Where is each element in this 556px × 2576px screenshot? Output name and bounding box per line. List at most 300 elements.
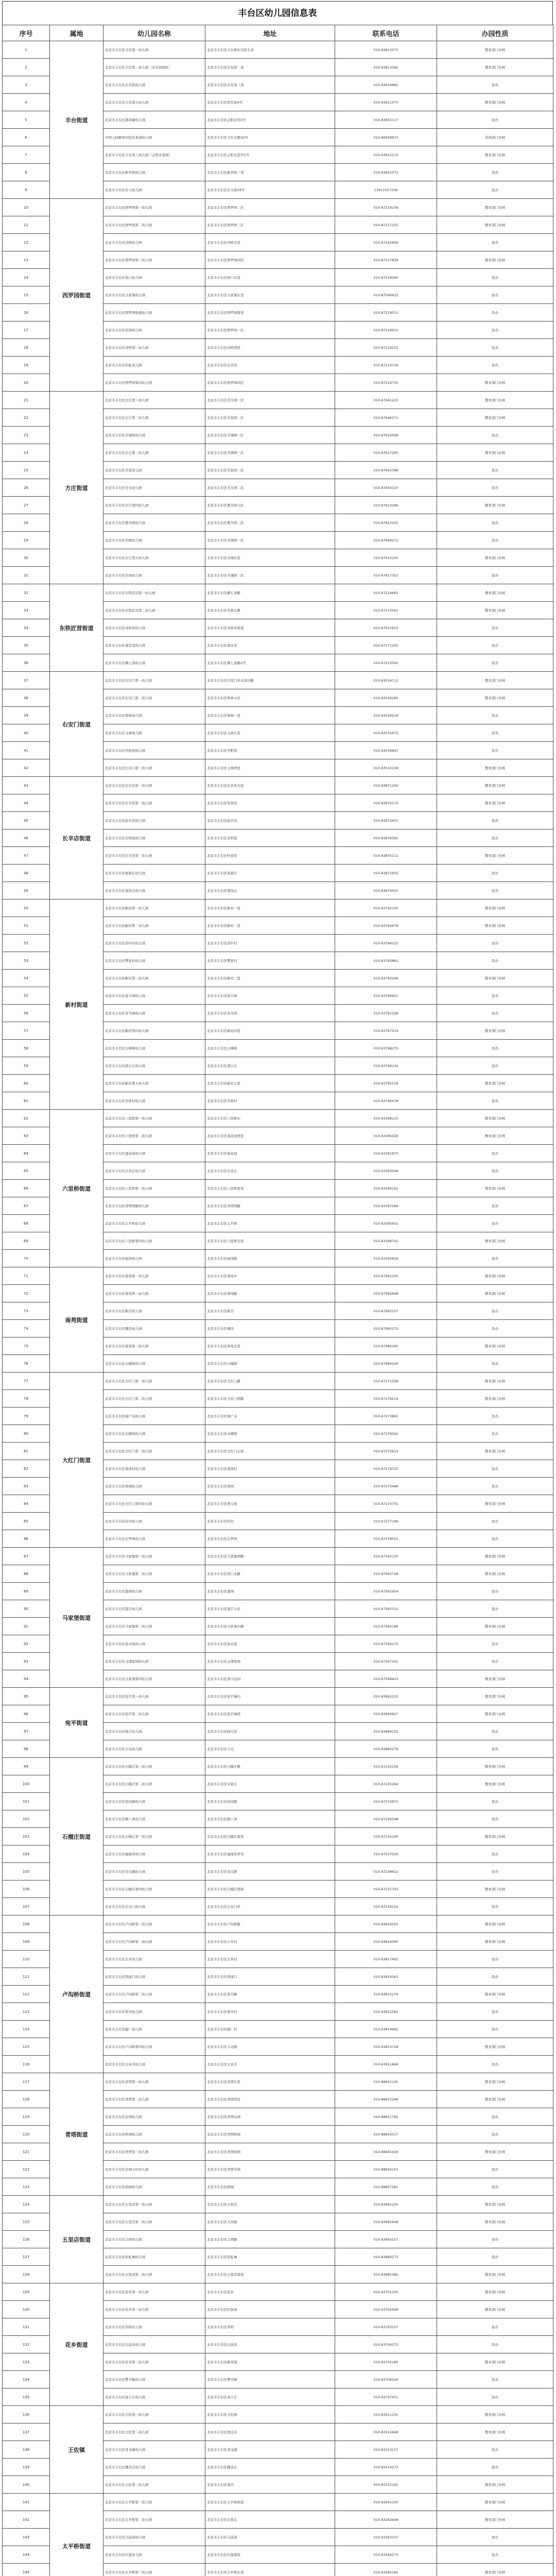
row-phone: 010-83892315	[335, 1688, 437, 1705]
row-address: 北京市丰台区丰台镇东安街头条	[205, 41, 335, 59]
row-kindergarten-name: 北京市丰台区造甲村幼儿园	[103, 935, 205, 952]
row-address: 北京市丰台区新发地	[205, 2353, 335, 2371]
row-phone: 010-67652398	[335, 462, 437, 479]
row-type: 教育部门办园	[437, 1933, 553, 1951]
row-index: 103	[3, 1828, 50, 1845]
row-index: 111	[3, 1968, 50, 1986]
row-phone: 010-88655426	[335, 2143, 437, 2161]
row-kindergarten-name: 北京市丰台区樊羊路幼儿园	[103, 2371, 205, 2388]
row-address: 北京市丰台区王佐镇	[205, 2406, 335, 2424]
row-type: 教育部门办园	[437, 1828, 553, 1845]
table-row	[3, 2196, 553, 2213]
row-address: 北京市丰台区卢沟桥路	[205, 1916, 335, 1933]
row-phone: 010-63398742	[335, 1232, 437, 1250]
row-kindergarten-name: 北京市丰台区右安门第一幼儿园	[103, 672, 205, 689]
row-type: 民办	[437, 1513, 553, 1530]
row-kindergarten-name: 北京市丰台区草桥幼儿园	[103, 2318, 205, 2336]
row-kindergarten-name: 北京市丰台区六里桥第四幼儿园	[103, 1232, 205, 1250]
row-kindergarten-name: 北京市丰台区育芳园幼儿园	[103, 1005, 205, 1022]
row-address: 北京市丰台区新村三里	[205, 970, 335, 987]
row-address: 北京市丰台区西庄店	[205, 2424, 335, 2441]
row-phone: 010-67566275	[335, 1635, 437, 1653]
row-phone: 010-63391875	[335, 1145, 437, 1162]
row-kindergarten-name: 北京市丰台区青龙湖幼儿园	[103, 2441, 205, 2459]
row-index: 37	[3, 672, 50, 689]
row-kindergarten-name: 北京市丰台区王佐第二幼儿园	[103, 2424, 205, 2441]
row-address: 北京市丰台区造甲村	[205, 935, 335, 952]
row-address: 北京市丰台区芳城东里	[205, 549, 335, 567]
row-kindergarten-name: 北京市丰台区春园幼儿园	[103, 2108, 205, 2126]
row-address: 北京市丰台区横七条路2号	[205, 654, 335, 672]
row-type: 民办	[437, 1583, 553, 1600]
row-address: 北京市丰台区长辛店大街	[205, 777, 335, 794]
row-address: 北京市丰台区马家堡西路	[205, 1548, 335, 1565]
row-address: 北京市丰台区莲花池	[205, 1145, 335, 1162]
row-index: 123	[3, 2178, 50, 2196]
row-phone: 010-87219236	[335, 199, 437, 216]
row-address: 北京市丰台区蒲安里	[205, 637, 335, 654]
row-phone: 010-63792678	[335, 917, 437, 935]
table-row	[3, 41, 553, 59]
row-phone: 010-67276214	[335, 1390, 437, 1408]
row-kindergarten-name: 北京市丰台区吴家村幼儿园	[103, 1092, 205, 1110]
row-address: 北京市丰台区魏各庄	[205, 2459, 335, 2476]
row-type: 民办	[437, 304, 553, 321]
row-phone: 010-83875112	[335, 847, 437, 865]
row-address: 北京市丰台区岳各庄	[205, 1162, 335, 1180]
row-type: 教育部门办园	[437, 847, 553, 865]
row-type: 民办	[437, 1215, 553, 1232]
row-index: 47	[3, 847, 50, 865]
row-address: 北京市丰台区东营房	[205, 357, 335, 374]
row-index: 61	[3, 1092, 50, 1110]
row-type: 教育部门办园	[437, 409, 553, 427]
row-type: 教育部门办园	[437, 1705, 553, 1723]
row-address: 北京市丰台区宋家庄路	[205, 602, 335, 619]
row-kindergarten-name: 北京市丰台区西罗园第四幼儿园	[103, 374, 205, 392]
row-type: 教育部门办园	[437, 1565, 553, 1583]
row-phone: 010-63795219	[335, 1075, 437, 1092]
row-kindergarten-name: 北京市丰台区玉林幼儿园	[103, 724, 205, 742]
row-kindergarten-name: 北京市丰台区成仪路幼儿园	[103, 1793, 205, 1810]
row-phone: 010-63703157	[335, 2318, 437, 2336]
row-index: 18	[3, 339, 50, 357]
row-phone: 010-66839873	[335, 129, 437, 146]
row-type: 民办	[437, 1968, 553, 1986]
row-phone: 010-63706329	[335, 2371, 437, 2388]
row-kindergarten-name: 北京市丰台区六里桥第一幼儿园	[103, 1110, 205, 1127]
row-type: 教育部门办园	[437, 549, 553, 567]
row-kindergarten-name: 北京市丰台区靛厂幼儿园	[103, 2021, 205, 2038]
row-address: 北京市丰台区青塔芳园	[205, 2161, 335, 2178]
row-type: 教育部门办园	[437, 374, 553, 392]
row-index: 89	[3, 1583, 50, 1600]
row-kindergarten-name: 北京市丰台区万泉寺幼儿园	[103, 2056, 205, 2073]
row-kindergarten-name: 北京市丰台区马连道幼儿园	[103, 2529, 205, 2546]
row-type: 教育部门办园	[437, 1075, 553, 1092]
row-type: 教育部门办园	[437, 1986, 553, 2003]
row-phone: 010-88656153	[335, 2161, 437, 2178]
row-index: 13	[3, 251, 50, 269]
row-address: 北京市丰台区开阳里	[205, 742, 335, 759]
row-type: 教育部门办园	[437, 1337, 553, 1355]
row-address: 北京市丰台区青塔西里	[205, 2091, 335, 2108]
row-address: 北京市丰台区芳古园一区	[205, 392, 335, 409]
row-phone: 010-63396328	[335, 1127, 437, 1145]
row-address: 北京市丰台区纪家庙	[205, 2301, 335, 2318]
row-index: 51	[3, 917, 50, 935]
row-index: 73	[3, 1302, 50, 1320]
row-phone: 010-63536285	[335, 689, 437, 707]
row-type: 教育部门办园	[437, 602, 553, 619]
row-phone: 010-67612235	[335, 549, 437, 567]
row-address: 北京市丰台区青塔秋园	[205, 2126, 335, 2143]
row-index: 126	[3, 2231, 50, 2248]
row-type: 民办	[437, 2318, 553, 2336]
row-address: 北京市丰台区翠林小区	[205, 689, 335, 707]
row-kindergarten-name: 北京市丰台区右安门第二幼儿园	[103, 689, 205, 707]
row-kindergarten-name: 北京市丰台区木樨园幼儿园	[103, 1425, 205, 1443]
row-address: 北京市丰台区青塔蔚园	[205, 2143, 335, 2161]
row-address: 北京市丰台区芳星园三区	[205, 462, 335, 479]
row-type: 教育部门办园	[437, 1548, 553, 1565]
row-address: 北京市丰台区樊羊路	[205, 2371, 335, 2388]
row-index: 72	[3, 1285, 50, 1302]
row-kindergarten-name: 北京市丰台区石榴庄第二幼儿园	[103, 1775, 205, 1793]
row-kindergarten-name: 北京市丰台区青塔第二幼儿园	[103, 2091, 205, 2108]
row-phone: 010-67993157	[335, 1302, 437, 1320]
row-kindergarten-name: 北京市丰台区光明里幼儿园	[103, 829, 205, 847]
row-index: 77	[3, 1372, 50, 1390]
row-address: 北京市丰台区芳群园三区	[205, 444, 335, 462]
row-type: 教育部门办园	[437, 216, 553, 234]
row-type: 教育部门办园	[437, 41, 553, 59]
row-type: 民办	[437, 1250, 553, 1267]
row-type: 民办	[437, 321, 553, 339]
row-index: 8	[3, 164, 50, 181]
row-phone: 010-63707451	[335, 2388, 437, 2406]
row-address: 北京市丰台区蔚园	[205, 2178, 335, 2196]
row-index: 104	[3, 1845, 50, 1863]
row-type: 教育部门办园	[437, 444, 553, 462]
row-index: 91	[3, 1618, 50, 1635]
row-index: 54	[3, 970, 50, 987]
row-phone: 010-63813392	[335, 59, 437, 76]
row-kindergarten-name: 北京市丰台区莲花池幼儿园	[103, 1145, 205, 1162]
row-index: 140	[3, 2476, 50, 2494]
row-index: 55	[3, 987, 50, 1005]
row-kindergarten-name: 北京市丰台区横七条幼儿园	[103, 654, 205, 672]
row-address: 北京市丰台区大红门西路	[205, 1390, 335, 1408]
row-phone: 010-67613105	[335, 514, 437, 532]
row-index: 93	[3, 1653, 50, 1670]
row-index: 62	[3, 1110, 50, 1127]
row-phone: 010-67615623	[335, 619, 437, 637]
row-kindergarten-name: 北京市丰台区西罗园第二幼儿园	[103, 216, 205, 234]
row-index: 129	[3, 2283, 50, 2301]
row-address: 北京市丰台区晓月苑	[205, 1723, 335, 1740]
row-phone: 010-63397268	[335, 1197, 437, 1215]
row-address: 北京市丰台区东安街三条	[205, 76, 335, 94]
row-type: 民办	[437, 2371, 553, 2388]
row-address: 北京市丰台区朱家坟	[205, 794, 335, 812]
row-address: 北京市丰台区槐房	[205, 1320, 335, 1337]
row-phone: 010-63814691	[335, 2021, 437, 2038]
row-phone: 010-83681235	[335, 2196, 437, 2213]
row-type: 民办	[437, 952, 553, 970]
row-type: 民办	[437, 1951, 553, 1968]
row-phone: 010-67995273	[335, 1320, 437, 1337]
row-index: 52	[3, 935, 50, 952]
row-address: 北京市丰台区丰北路	[205, 2038, 335, 2056]
row-type: 教育部门办园	[437, 2196, 553, 2213]
row-index: 33	[3, 602, 50, 619]
row-type: 教育部门办园	[437, 2038, 553, 2056]
row-type: 教育部门办园	[437, 1285, 553, 1302]
row-address: 北京市丰台区马连道	[205, 2529, 335, 2546]
row-index: 31	[3, 567, 50, 584]
row-type: 民办	[437, 1197, 553, 1215]
row-kindergarten-name: 北京市丰台区东铁匠营第二幼儿园	[103, 602, 205, 619]
row-type: 民办	[437, 1320, 553, 1337]
row-type: 民办	[437, 1302, 553, 1320]
row-kindergarten-name: 北京市丰台区南苑第二幼儿园	[103, 1285, 205, 1302]
row-address: 北京市丰台区青塔东里	[205, 2073, 335, 2091]
row-phone: 010-67278342	[335, 1425, 437, 1443]
row-type: 教育部门办园	[437, 94, 553, 111]
row-type: 教育部门办园	[437, 2353, 553, 2371]
row-kindergarten-name: 北京市丰台区新村第五幼儿园	[103, 1075, 205, 1092]
row-kindergarten-name: 北京市丰台区紫芳园幼儿园	[103, 514, 205, 532]
row-type: 教育部门办园	[437, 1232, 553, 1250]
row-type: 民办	[437, 1057, 553, 1075]
row-phone: 010-67649271	[335, 532, 437, 549]
row-type: 民办	[437, 882, 553, 900]
row-type: 教育部门办园	[437, 1180, 553, 1197]
row-type: 民办	[437, 1092, 553, 1110]
row-type: 教育部门办园	[437, 251, 553, 269]
row-type: 民办	[437, 812, 553, 829]
row-type: 民办	[437, 357, 553, 374]
row-address: 北京市丰台区石榴庄南里	[205, 1828, 335, 1845]
row-index: 107	[3, 1898, 50, 1916]
row-address: 北京市丰台区新村五里	[205, 1075, 335, 1092]
row-kindergarten-name: 北京市丰台区岳各庄幼儿园	[103, 1162, 205, 1180]
row-type: 教育部门办园	[437, 759, 553, 777]
row-address: 北京市丰台区石榴园	[205, 1355, 335, 1372]
row-index: 88	[3, 1565, 50, 1583]
row-index: 53	[3, 952, 50, 970]
row-address: 北京市丰台区富丰园	[205, 987, 335, 1005]
row-type: 民办	[437, 2161, 553, 2178]
header-district: 属地	[50, 25, 103, 41]
row-kindergarten-name: 北京市丰台区西道口幼儿园	[103, 1968, 205, 1986]
row-phone: 010-63818365	[335, 1933, 437, 1951]
row-phone: 010-63813275	[335, 41, 437, 59]
row-phone: 010-83315182	[335, 2476, 437, 2494]
row-type: 民办	[437, 2231, 553, 2248]
row-phone: 010-67646371	[335, 409, 437, 427]
row-kindergarten-name: 北京市丰台区西罗园第三幼儿园	[103, 251, 205, 269]
row-kindergarten-name: 北京市丰台区晨宇幼儿园	[103, 1600, 205, 1618]
row-address: 北京市丰台区木樨园	[205, 1425, 335, 1443]
row-address: 北京市丰台区紫芳园二区	[205, 514, 335, 532]
row-type: 民办	[437, 111, 553, 129]
row-index: 78	[3, 1390, 50, 1408]
row-type: 民办	[437, 1863, 553, 1880]
row-index: 76	[3, 1355, 50, 1372]
table-row	[3, 1372, 553, 1390]
row-address: 北京市丰台区石榴庄西街	[205, 1880, 335, 1898]
row-index: 57	[3, 1022, 50, 1040]
row-type: 民办	[437, 427, 553, 444]
row-phone: 010-63799134	[335, 1057, 437, 1075]
row-type: 民办	[437, 2546, 553, 2564]
row-kindergarten-name: 北京市丰台区大红门第一幼儿园	[103, 1372, 205, 1390]
row-kindergarten-name: 北京市丰台区石榴园幼儿园	[103, 1355, 205, 1372]
row-address: 北京市丰台区樊家村	[205, 952, 335, 970]
table-row	[3, 2283, 553, 2301]
row-kindergarten-name: 北京市丰台区洋桥幼儿园	[103, 234, 205, 251]
row-address: 北京市丰台区青塔西路	[205, 1197, 335, 1215]
row-address: 北京市丰台区福海棠华苑	[205, 1845, 335, 1863]
row-address: 北京市丰台区右安门外东滨河路	[205, 672, 335, 689]
row-phone: 010-83313157	[335, 2441, 437, 2459]
table-row	[3, 1267, 553, 1285]
row-index: 6	[3, 129, 50, 146]
row-kindergarten-name: 北京市丰台区蒲黄榆幼儿园	[103, 111, 205, 129]
row-phone: 010-63796478	[335, 1092, 437, 1110]
row-kindergarten-name: 北京市丰台区花乡第二幼儿园	[103, 2301, 205, 2318]
table-row	[3, 199, 553, 216]
row-index: 22	[3, 409, 50, 427]
row-index: 79	[3, 1408, 50, 1425]
row-phone: 010-63534712	[335, 672, 437, 689]
row-address: 北京市丰台区玉林西里	[205, 759, 335, 777]
row-type: 教育部门办园	[437, 970, 553, 987]
row-phone: 010-67561954	[335, 1583, 437, 1600]
row-index: 65	[3, 1162, 50, 1180]
row-address: 北京市丰台区马家堡东里	[205, 286, 335, 304]
row-type: 民办	[437, 1810, 553, 1828]
row-phone: 010-67232158	[335, 1758, 437, 1775]
row-phone: 010-63793246	[335, 970, 437, 987]
kindergarten-sheet	[2, 1, 553, 2576]
row-type: 民办	[437, 1530, 553, 1548]
row-kindergarten-name: 北京市丰台区丽泽幼儿园	[103, 1250, 205, 1267]
row-phone: 010-63813728	[335, 2038, 437, 2056]
row-type: 民办	[437, 619, 553, 637]
row-index: 4	[3, 94, 50, 111]
row-kindergarten-name: 北京市丰台区花乡第一幼儿园	[103, 2283, 205, 2301]
row-type: 民办	[437, 514, 553, 532]
row-address: 北京市丰台区洋桥北里	[205, 234, 335, 251]
row-type: 其他部门办园	[437, 129, 553, 146]
row-address: 北京市丰台区新村一里	[205, 900, 335, 917]
row-address: 北京市丰台区正阳北里5号	[205, 111, 335, 129]
row-district: 方庄街道	[50, 392, 103, 584]
row-phone: 010-83893627	[335, 1705, 437, 1723]
row-type: 民办	[437, 2021, 553, 2038]
row-index: 23	[3, 427, 50, 444]
row-phone: 010-63531672	[335, 724, 437, 742]
row-index: 46	[3, 829, 50, 847]
row-phone: 010-63797314	[335, 1022, 437, 1040]
row-kindergarten-name: 北京市丰台区马家堡第三幼儿园	[103, 1618, 205, 1635]
row-index: 144	[3, 2546, 50, 2564]
row-kindergarten-name: 北京市丰台区方庄第一幼儿园	[103, 392, 205, 409]
row-phone: 010-63261235	[335, 2494, 437, 2511]
row-type: 教育部门办园	[437, 497, 553, 514]
row-index: 94	[3, 1670, 50, 1688]
row-kindergarten-name: 北京市丰台区西罗园街道幼儿园	[103, 304, 205, 321]
row-index: 28	[3, 514, 50, 532]
row-type: 教育部门办园	[437, 2424, 553, 2441]
row-address: 北京市丰台区芳星园二区	[205, 409, 335, 427]
row-index: 20	[3, 374, 50, 392]
row-phone: 010-83312648	[335, 2424, 437, 2441]
row-index: 84	[3, 1495, 50, 1513]
row-type: 教育部门办园	[437, 59, 553, 76]
row-index: 32	[3, 584, 50, 602]
table-row	[3, 2073, 553, 2091]
kindergarten-table	[2, 25, 553, 2576]
row-phone: 010-63795861	[335, 952, 437, 970]
row-kindergarten-name: 北京市丰台区马家堡第二幼儿园	[103, 1565, 205, 1583]
row-phone: 010-67231743	[335, 1880, 437, 1898]
row-phone: 010-67279125	[335, 1460, 437, 1478]
row-index: 109	[3, 1933, 50, 1951]
row-type: 教育部门办园	[437, 146, 553, 164]
row-phone: 010-63532158	[335, 759, 437, 777]
row-phone: 010-67271265	[335, 637, 437, 654]
row-index: 100	[3, 1775, 50, 1793]
row-address: 北京市丰台区看丹路	[205, 1986, 335, 2003]
row-index: 136	[3, 2406, 50, 2424]
row-index: 2	[3, 59, 50, 76]
row-type: 民办	[437, 1740, 553, 1758]
row-address: 北京市丰台区五里店	[205, 2196, 335, 2213]
row-address: 北京市丰台区南宫	[205, 2476, 335, 2494]
row-phone: 010-67236348	[335, 1810, 437, 1828]
row-address: 北京市丰台区太平桥西里	[205, 2494, 335, 2511]
row-kindergarten-name: 北京市丰台区刘家窑幼儿园	[103, 619, 205, 637]
row-index: 11	[3, 216, 50, 234]
row-address: 北京市丰台区刘家窑南里	[205, 619, 335, 637]
row-type: 教育部门办园	[437, 2091, 553, 2108]
row-type: 教育部门办园	[437, 689, 553, 707]
row-kindergarten-name: 北京市丰台区红莲幼儿园	[103, 2546, 205, 2564]
row-kindergarten-name: 北京市丰台区新华街幼儿园	[103, 164, 205, 181]
row-kindergarten-name: 北京市丰台区郭公庄幼儿园	[103, 1057, 205, 1075]
row-address: 北京市丰台区玉林东里	[205, 724, 335, 742]
row-address: 北京市丰台区丰西路	[205, 2231, 335, 2248]
row-index: 45	[3, 812, 50, 829]
row-kindergarten-name: 北京市丰台区高立庄幼儿园	[103, 2388, 205, 2406]
row-address: 北京市丰台区南苑北里	[205, 1337, 335, 1355]
row-phone: 010-63265182	[335, 2564, 437, 2576]
row-address: 北京市丰台区高立庄	[205, 2388, 335, 2406]
row-address: 北京市丰台区花乡	[205, 2283, 335, 2301]
row-address: 北京市丰台区太平桥东里	[205, 2564, 335, 2576]
row-kindergarten-name: 北京市丰台区芳园幼儿园	[103, 567, 205, 584]
row-kindergarten-name: 北京市丰台区六里桥第二幼儿园	[103, 1127, 205, 1145]
table-row	[3, 1110, 553, 1127]
row-address: 北京市丰台区紫芳园五区	[205, 497, 335, 514]
row-index: 122	[3, 2161, 50, 2178]
row-type: 民办	[437, 2003, 553, 2021]
row-phone: 010-67237526	[335, 1845, 437, 1863]
